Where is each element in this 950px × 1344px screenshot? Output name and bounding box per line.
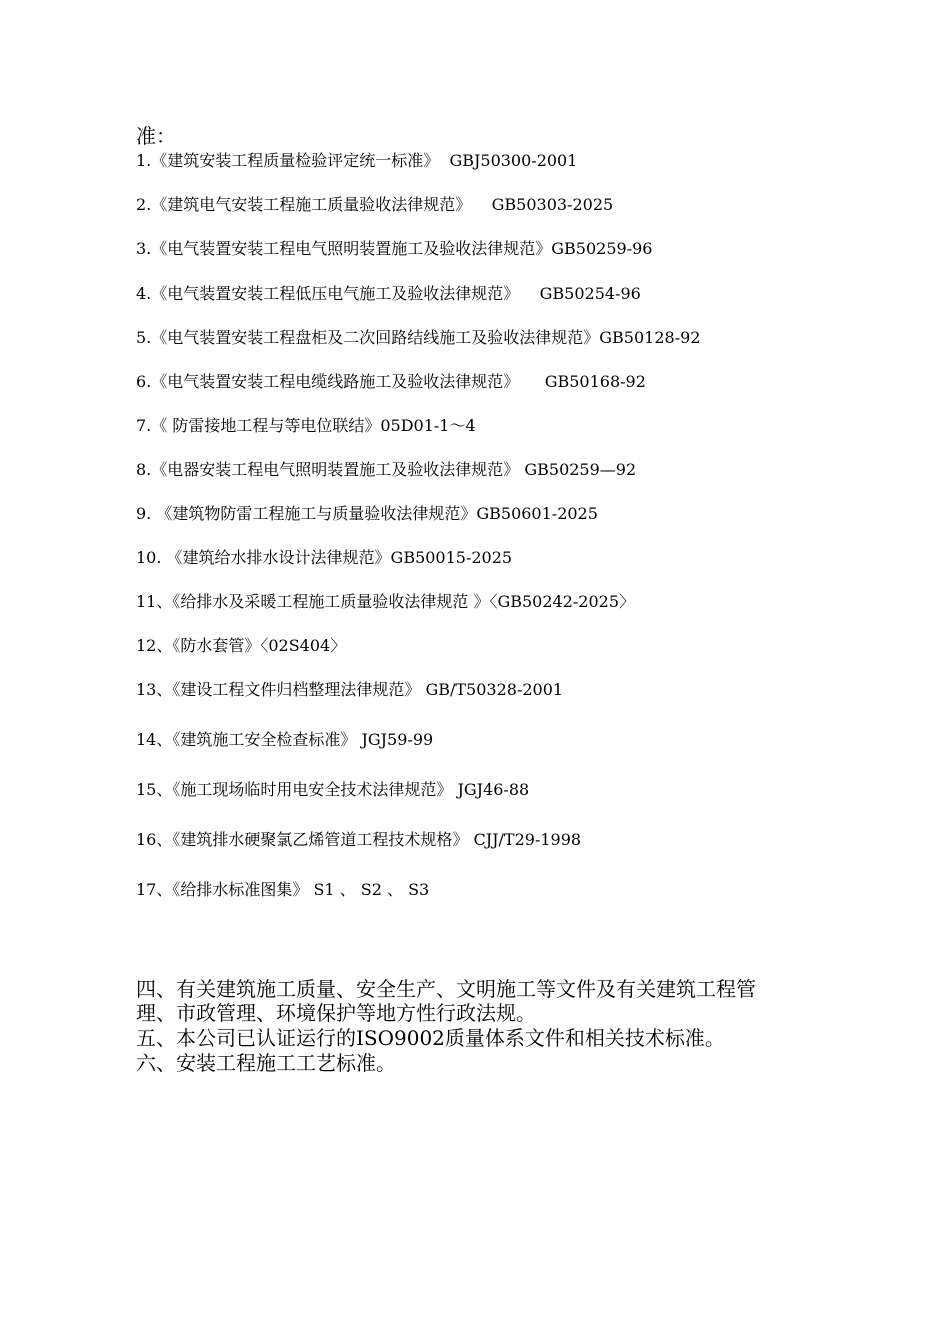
reference-item: 1.《建筑安装工程质量检验评定统一标准》 GBJ50300-2001 bbox=[136, 151, 578, 170]
reference-item: 3.《电气装置安装工程电气照明装置施工及验收法律规范》GB50259-96 bbox=[136, 239, 653, 258]
reference-item: 6.《电气装置安装工程电缆线路施工及验收法律规范》 GB50168-92 bbox=[136, 372, 646, 391]
reference-item: 2.《建筑电气安装工程施工质量验收法律规范》 GB50303-2025 bbox=[136, 195, 614, 214]
reference-item: 17、《给排水标准图集》 S1 、 S2 、 S3 bbox=[136, 880, 430, 899]
reference-item: 13、《建设工程文件归档整理法律规范》 GB/T50328-2001 bbox=[136, 680, 564, 699]
reference-item: 8.《电器安装工程电气照明装置施工及验收法律规范》 GB50259—92 bbox=[136, 460, 637, 479]
reference-item: 10. 《建筑给水排水设计法律规范》GB50015-2025 bbox=[136, 548, 513, 567]
paragraph: 四、有关建筑施工质量、安全生产、文明施工等文件及有关建筑工程管 bbox=[136, 977, 756, 1001]
reference-item: 16、《建筑排水硬聚氯乙烯管道工程技术规格》 CJJ/T29-1998 bbox=[136, 830, 582, 849]
paragraph: 五、本公司已认证运行的ISO9002质量体系文件和相关技术标准。 bbox=[136, 1026, 725, 1050]
paragraph: 理、市政管理、环境保护等地方性行政法规。 bbox=[136, 1001, 536, 1025]
reference-item: 4.《电气装置安装工程低压电气施工及验收法律规范》 GB50254-96 bbox=[136, 284, 641, 303]
reference-item: 15、《施工现场临时用电安全技术法律规范》 JGJ46-88 bbox=[136, 780, 530, 799]
reference-item: 11、《给排水及采暖工程施工质量验收法律规范 》〈GB50242-2025〉 bbox=[136, 592, 636, 611]
section-heading: 准： bbox=[136, 124, 176, 148]
reference-item: 9. 《建筑物防雷工程施工与质量验收法律规范》GB50601-2025 bbox=[136, 504, 598, 523]
reference-item: 14、《建筑施工安全检查标准》 JGJ59-99 bbox=[136, 730, 434, 749]
paragraph: 六、安装工程施工工艺标准。 bbox=[136, 1051, 396, 1075]
reference-item: 7.《 防雷接地工程与等电位联结》05D01-1～4 bbox=[136, 416, 476, 435]
reference-item: 5.《电气装置安装工程盘柜及二次回路结线施工及验收法律规范》GB50128-92 bbox=[136, 328, 701, 347]
reference-item: 12、《防水套管》〈02S404〉 bbox=[136, 636, 347, 655]
